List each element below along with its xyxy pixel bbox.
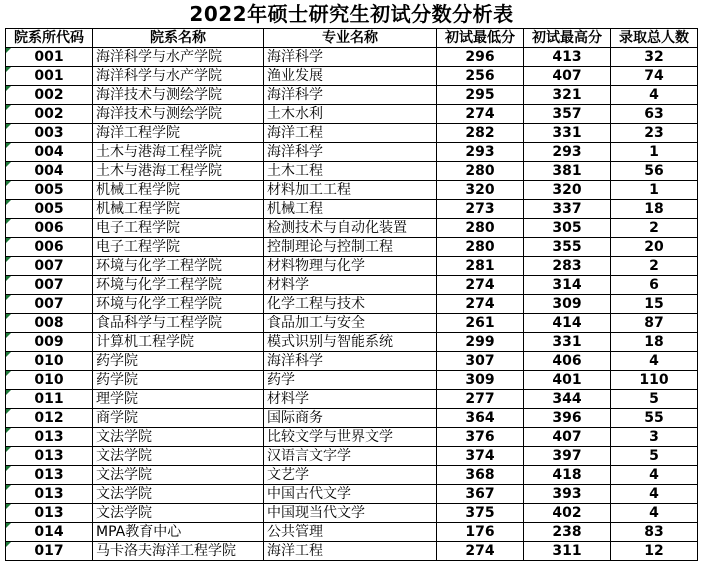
cell-dept-code[interactable]: 010: [6, 371, 93, 390]
cell-major-name[interactable]: 海洋科学: [264, 143, 437, 162]
cell-major-name[interactable]: 中国现当代文学: [264, 504, 437, 523]
cell-major-name[interactable]: 检测技术与自动化装置: [264, 219, 437, 238]
cell-min-score[interactable]: 375: [437, 504, 524, 523]
table-row: [6, 48, 698, 67]
cell-dept-name[interactable]: 食品科学与工程学院: [93, 314, 264, 333]
cell-admit-count[interactable]: 83: [611, 523, 698, 542]
cell-min-score[interactable]: 295: [437, 86, 524, 105]
cell-dept-name[interactable]: 文法学院: [93, 447, 264, 466]
cell-major-name[interactable]: 国际商务: [264, 409, 437, 428]
cell-major-name[interactable]: 比较文学与世界文学: [264, 428, 437, 447]
cell-admit-count[interactable]: 20: [611, 238, 698, 257]
table-row: [6, 162, 698, 181]
cell-admit-count[interactable]: 23: [611, 124, 698, 143]
cell-max-score[interactable]: 418: [524, 466, 611, 485]
cell-max-score[interactable]: 381: [524, 162, 611, 181]
table-row: [6, 257, 698, 276]
cell-max-score[interactable]: 314: [524, 276, 611, 295]
cell-max-score[interactable]: 238: [524, 523, 611, 542]
table-row: [6, 67, 698, 86]
cell-min-score[interactable]: 277: [437, 390, 524, 409]
cell-min-score[interactable]: 261: [437, 314, 524, 333]
cell-max-score[interactable]: 355: [524, 238, 611, 257]
cell-dept-code[interactable]: 013: [6, 428, 93, 447]
cell-major-name[interactable]: 海洋工程: [264, 542, 437, 561]
cell-dept-code[interactable]: 012: [6, 409, 93, 428]
cell-admit-count[interactable]: 56: [611, 162, 698, 181]
table-row: [6, 200, 698, 219]
cell-max-score[interactable]: 396: [524, 409, 611, 428]
cell-dept-code[interactable]: 014: [6, 523, 93, 542]
cell-admit-count[interactable]: 4: [611, 485, 698, 504]
cell-major-name[interactable]: 土木水利: [264, 105, 437, 124]
table-row: [6, 466, 698, 485]
cell-dept-code[interactable]: 008: [6, 314, 93, 333]
cell-dept-code[interactable]: 005: [6, 200, 93, 219]
cell-major-name[interactable]: 海洋科学: [264, 352, 437, 371]
cell-dept-name[interactable]: 理学院: [93, 390, 264, 409]
cell-dept-code[interactable]: 004: [6, 143, 93, 162]
cell-min-score[interactable]: 274: [437, 542, 524, 561]
cell-admit-count[interactable]: 4: [611, 504, 698, 523]
cell-dept-code[interactable]: 013: [6, 466, 93, 485]
table-row: [6, 124, 698, 143]
cell-min-score[interactable]: 256: [437, 67, 524, 86]
cell-admit-count[interactable]: 74: [611, 67, 698, 86]
cell-min-score[interactable]: 274: [437, 295, 524, 314]
table-row: [6, 86, 698, 105]
header-dept-name[interactable]: 院系名称: [93, 29, 264, 48]
cell-min-score[interactable]: 320: [437, 181, 524, 200]
cell-dept-code[interactable]: 006: [6, 238, 93, 257]
table-row: [6, 219, 698, 238]
cell-max-score[interactable]: 305: [524, 219, 611, 238]
cell-admit-count[interactable]: 4: [611, 466, 698, 485]
cell-dept-name[interactable]: 土木与港海工程学院: [93, 143, 264, 162]
cell-min-score[interactable]: 368: [437, 466, 524, 485]
cell-dept-code[interactable]: 013: [6, 485, 93, 504]
cell-max-score[interactable]: 401: [524, 371, 611, 390]
cell-max-score[interactable]: 397: [524, 447, 611, 466]
cell-major-name[interactable]: 化学工程与技术: [264, 295, 437, 314]
cell-dept-name[interactable]: 文法学院: [93, 504, 264, 523]
cell-max-score[interactable]: 344: [524, 390, 611, 409]
cell-major-name[interactable]: 中国古代文学: [264, 485, 437, 504]
cell-admit-count[interactable]: 3: [611, 428, 698, 447]
cell-max-score[interactable]: 309: [524, 295, 611, 314]
cell-min-score[interactable]: 296: [437, 48, 524, 67]
table-row: [6, 238, 698, 257]
cell-major-name[interactable]: 海洋工程: [264, 124, 437, 143]
cell-major-name[interactable]: 材料加工工程: [264, 181, 437, 200]
cell-min-score[interactable]: 309: [437, 371, 524, 390]
cell-dept-code[interactable]: 006: [6, 219, 93, 238]
cell-dept-code[interactable]: 009: [6, 333, 93, 352]
cell-max-score[interactable]: 402: [524, 504, 611, 523]
cell-admit-count[interactable]: 5: [611, 447, 698, 466]
table-row: [6, 390, 698, 409]
cell-dept-code[interactable]: 013: [6, 447, 93, 466]
cell-max-score[interactable]: 293: [524, 143, 611, 162]
table-row: [6, 371, 698, 390]
page-title: 2022年硕士研究生初试分数分析表: [189, 2, 514, 26]
cell-dept-name[interactable]: 文法学院: [93, 466, 264, 485]
cell-dept-name[interactable]: 海洋技术与测绘学院: [93, 86, 264, 105]
table-row: [6, 314, 698, 333]
cell-admit-count[interactable]: 15: [611, 295, 698, 314]
cell-admit-count[interactable]: 5: [611, 390, 698, 409]
cell-min-score[interactable]: 273: [437, 200, 524, 219]
cell-dept-code[interactable]: 017: [6, 542, 93, 561]
cell-dept-code[interactable]: 007: [6, 276, 93, 295]
cell-dept-name[interactable]: 药学院: [93, 352, 264, 371]
cell-min-score[interactable]: 293: [437, 143, 524, 162]
cell-dept-name[interactable]: 环境与化学工程学院: [93, 257, 264, 276]
cell-min-score[interactable]: 280: [437, 238, 524, 257]
cell-admit-count[interactable]: 2: [611, 257, 698, 276]
header-min-score[interactable]: 初试最低分: [437, 29, 524, 48]
cell-max-score[interactable]: 413: [524, 48, 611, 67]
table-row: [6, 181, 698, 200]
table-row: [6, 333, 698, 352]
cell-admit-count[interactable]: 110: [611, 371, 698, 390]
cell-dept-name[interactable]: 马卡洛夫海洋工程学院: [93, 542, 264, 561]
cell-major-name[interactable]: 材料学: [264, 390, 437, 409]
cell-admit-count[interactable]: 18: [611, 200, 698, 219]
table-row: [6, 485, 698, 504]
cell-max-score[interactable]: 331: [524, 333, 611, 352]
cell-admit-count[interactable]: 4: [611, 352, 698, 371]
table-row: [6, 504, 698, 523]
cell-max-score[interactable]: 357: [524, 105, 611, 124]
cell-max-score[interactable]: 407: [524, 428, 611, 447]
cell-dept-name[interactable]: 计算机工程学院: [93, 333, 264, 352]
cell-dept-code[interactable]: 001: [6, 48, 93, 67]
score-table: [5, 28, 698, 561]
table-row: [6, 352, 698, 371]
cell-admit-count[interactable]: 4: [611, 86, 698, 105]
cell-min-score[interactable]: 280: [437, 219, 524, 238]
cell-max-score[interactable]: 320: [524, 181, 611, 200]
cell-dept-name[interactable]: 海洋科学与水产学院: [93, 67, 264, 86]
cell-admit-count[interactable]: 63: [611, 105, 698, 124]
cell-dept-code[interactable]: 002: [6, 105, 93, 124]
cell-max-score[interactable]: 283: [524, 257, 611, 276]
cell-min-score[interactable]: 274: [437, 276, 524, 295]
table-row: [6, 409, 698, 428]
cell-admit-count[interactable]: 32: [611, 48, 698, 67]
cell-dept-code[interactable]: 007: [6, 295, 93, 314]
table-row: [6, 105, 698, 124]
cell-dept-name[interactable]: 土木与港海工程学院: [93, 162, 264, 181]
cell-dept-name[interactable]: 商学院: [93, 409, 264, 428]
cell-major-name[interactable]: 海洋科学: [264, 86, 437, 105]
cell-min-score[interactable]: 374: [437, 447, 524, 466]
cell-max-score[interactable]: 414: [524, 314, 611, 333]
cell-dept-code[interactable]: 010: [6, 352, 93, 371]
cell-admit-count[interactable]: 18: [611, 333, 698, 352]
table-row: [6, 276, 698, 295]
cell-max-score[interactable]: 311: [524, 542, 611, 561]
cell-dept-code[interactable]: 001: [6, 67, 93, 86]
cell-min-score[interactable]: 280: [437, 162, 524, 181]
cell-min-score[interactable]: 367: [437, 485, 524, 504]
cell-min-score[interactable]: 281: [437, 257, 524, 276]
table-row: [6, 428, 698, 447]
cell-major-name[interactable]: 公共管理: [264, 523, 437, 542]
cell-min-score[interactable]: 364: [437, 409, 524, 428]
table-row: [6, 447, 698, 466]
header-dept-code[interactable]: 院系所代码: [6, 29, 93, 48]
cell-dept-name[interactable]: 环境与化学工程学院: [93, 295, 264, 314]
cell-min-score[interactable]: 299: [437, 333, 524, 352]
table-row: [6, 523, 698, 542]
cell-major-name[interactable]: 机械工程: [264, 200, 437, 219]
cell-max-score[interactable]: 406: [524, 352, 611, 371]
header-admit-count[interactable]: 录取总人数: [611, 29, 698, 48]
cell-dept-name[interactable]: 海洋工程学院: [93, 124, 264, 143]
cell-major-name[interactable]: 模式识别与智能系统: [264, 333, 437, 352]
cell-admit-count[interactable]: 6: [611, 276, 698, 295]
cell-max-score[interactable]: 321: [524, 86, 611, 105]
header-row: [6, 29, 698, 48]
header-max-score[interactable]: 初试最高分: [524, 29, 611, 48]
cell-dept-code[interactable]: 002: [6, 86, 93, 105]
cell-dept-name[interactable]: 环境与化学工程学院: [93, 276, 264, 295]
cell-major-name[interactable]: 药学: [264, 371, 437, 390]
cell-max-score[interactable]: 407: [524, 67, 611, 86]
cell-min-score[interactable]: 307: [437, 352, 524, 371]
cell-dept-code[interactable]: 007: [6, 257, 93, 276]
cell-major-name[interactable]: 文艺学: [264, 466, 437, 485]
header-major-name[interactable]: 专业名称: [264, 29, 437, 48]
cell-dept-name[interactable]: 文法学院: [93, 485, 264, 504]
cell-dept-name[interactable]: 机械工程学院: [93, 200, 264, 219]
cell-dept-code[interactable]: 003: [6, 124, 93, 143]
cell-dept-name[interactable]: 电子工程学院: [93, 219, 264, 238]
cell-major-name[interactable]: 汉语言文字学: [264, 447, 437, 466]
cell-max-score[interactable]: 393: [524, 485, 611, 504]
cell-major-name[interactable]: 控制理论与控制工程: [264, 238, 437, 257]
cell-major-name[interactable]: 渔业发展: [264, 67, 437, 86]
table-row: [6, 542, 698, 561]
cell-admit-count[interactable]: 55: [611, 409, 698, 428]
cell-dept-code[interactable]: 004: [6, 162, 93, 181]
cell-max-score[interactable]: 337: [524, 200, 611, 219]
cell-min-score[interactable]: 176: [437, 523, 524, 542]
cell-admit-count[interactable]: 1: [611, 143, 698, 162]
cell-dept-code[interactable]: 013: [6, 504, 93, 523]
cell-dept-name[interactable]: 电子工程学院: [93, 238, 264, 257]
cell-dept-code[interactable]: 011: [6, 390, 93, 409]
cell-min-score[interactable]: 274: [437, 105, 524, 124]
cell-major-name[interactable]: 海洋科学: [264, 48, 437, 67]
cell-major-name[interactable]: 土木工程: [264, 162, 437, 181]
cell-admit-count[interactable]: 1: [611, 181, 698, 200]
cell-dept-code[interactable]: 005: [6, 181, 93, 200]
cell-max-score[interactable]: 331: [524, 124, 611, 143]
table-body: [6, 48, 698, 561]
cell-admit-count[interactable]: 12: [611, 542, 698, 561]
cell-dept-name[interactable]: 文法学院: [93, 428, 264, 447]
cell-admit-count[interactable]: 87: [611, 314, 698, 333]
cell-min-score[interactable]: 282: [437, 124, 524, 143]
cell-major-name[interactable]: 食品加工与安全: [264, 314, 437, 333]
cell-dept-name[interactable]: 机械工程学院: [93, 181, 264, 200]
cell-dept-name[interactable]: 药学院: [93, 371, 264, 390]
table-row: [6, 143, 698, 162]
cell-admit-count[interactable]: 2: [611, 219, 698, 238]
table-row: [6, 295, 698, 314]
cell-min-score[interactable]: 376: [437, 428, 524, 447]
cell-major-name[interactable]: 材料学: [264, 276, 437, 295]
cell-major-name[interactable]: 材料物理与化学: [264, 257, 437, 276]
cell-dept-name[interactable]: 海洋技术与测绘学院: [93, 105, 264, 124]
cell-dept-name[interactable]: MPA教育中心: [93, 523, 264, 542]
cell-dept-name[interactable]: 海洋科学与水产学院: [93, 48, 264, 67]
